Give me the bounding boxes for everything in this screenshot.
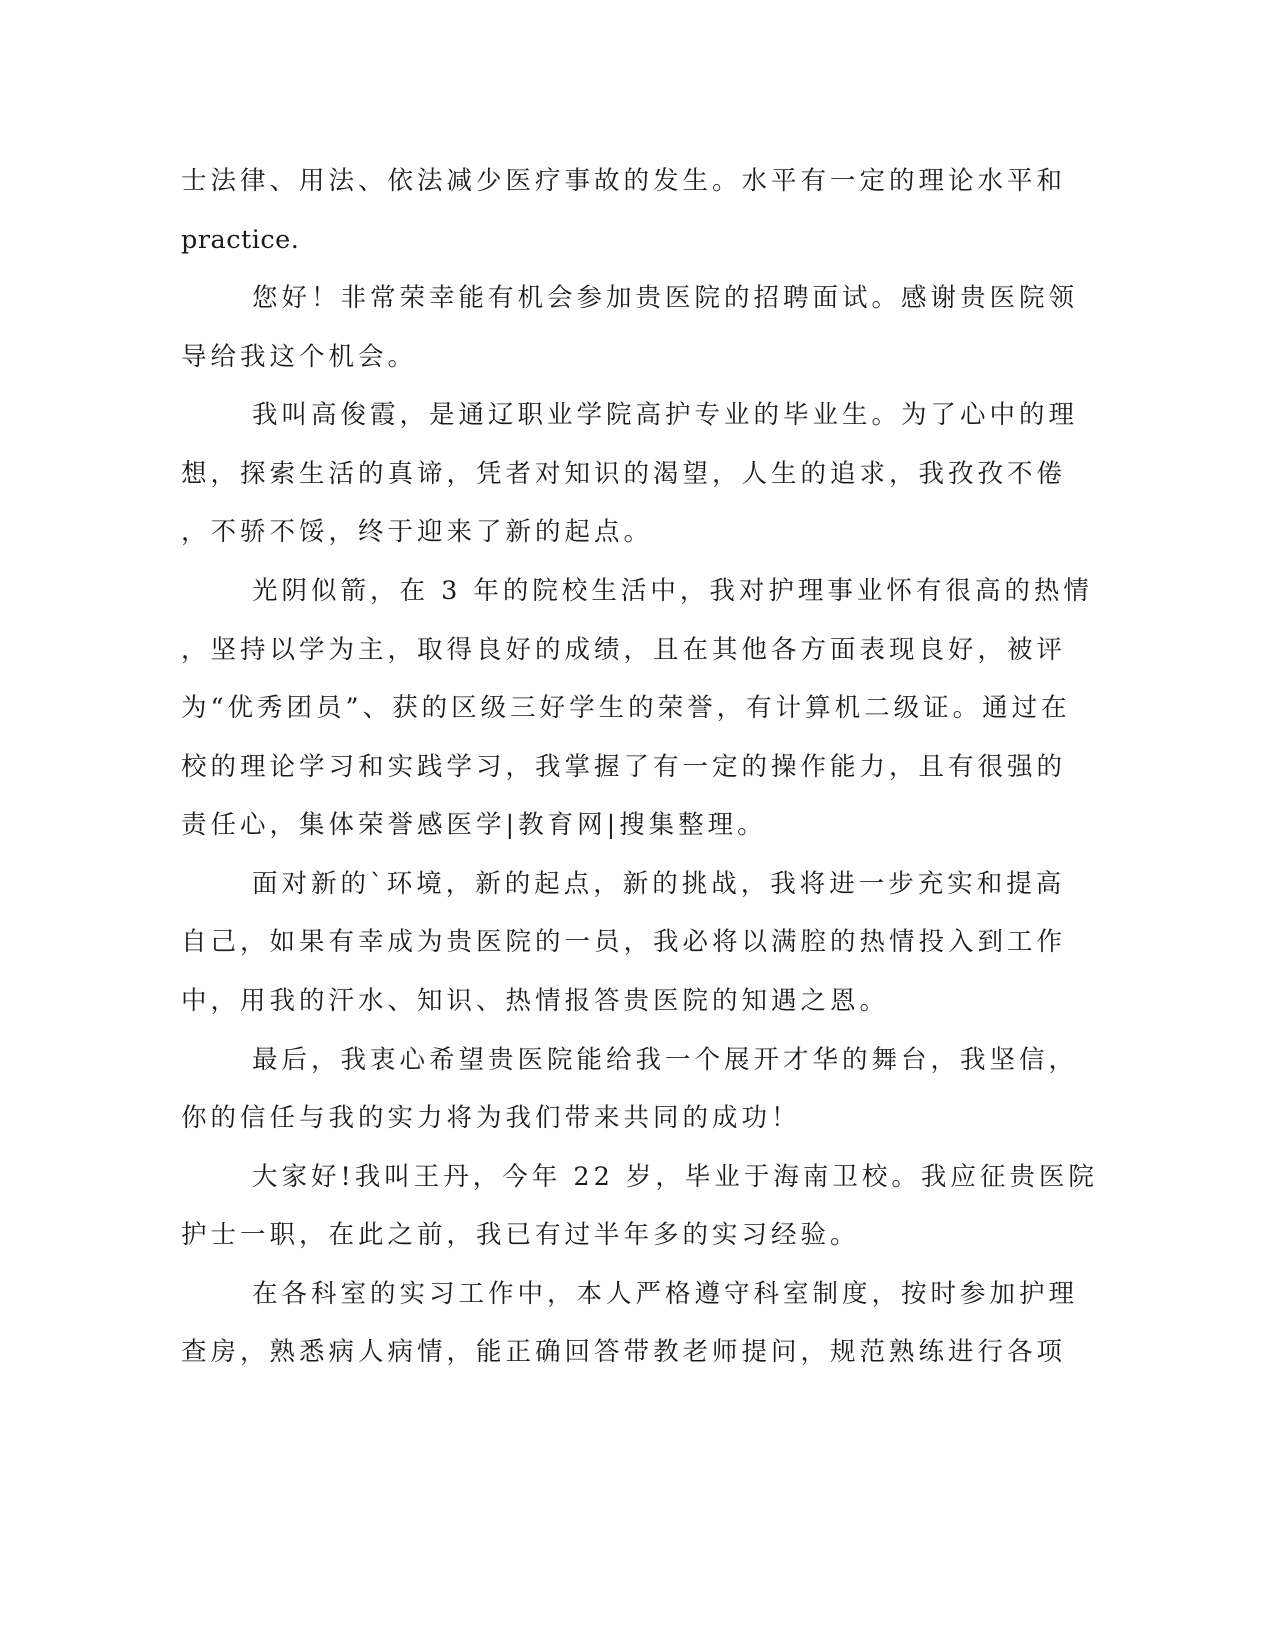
text-line: 你的信任与我的实力将为我们带来共同的成功！ xyxy=(181,1103,801,1133)
paragraph-start-line: 在各科室的实习工作中，本人严格遵守科室制度，按时参加护理 xyxy=(252,1279,1079,1309)
text-line: 自己，如果有幸成为贵医院的一员，我必将以满腔的热情投入到工作 xyxy=(181,927,1067,957)
text-line: 中，用我的汗水、知识、热情报答贵医院的知遇之恩。 xyxy=(181,986,890,1016)
paragraph-start-line: 最后，我衷心希望贵医院能给我一个展开才华的舞台，我坚信， xyxy=(252,1045,1079,1075)
text-line: 责任心，集体荣誉感医学|教育网|搜集整理。 xyxy=(181,810,767,840)
text-line: 士法律、用法、依法减少医疗事故的发生。水平有一定的理论水平和 xyxy=(181,166,1067,196)
text-line: ，不骄不馁，终于迎来了新的起点。 xyxy=(181,517,654,547)
text-line: 查房，熟悉病人病情，能正确回答带教老师提问，规范熟练进行各项 xyxy=(181,1337,1067,1367)
paragraph-start-line: 我叫高俊霞，是通辽职业学院高护专业的毕业生。为了心中的理 xyxy=(252,400,1079,430)
text-line: practice. xyxy=(181,225,300,255)
text-line: 护士一职，在此之前，我已有过半年多的实习经验。 xyxy=(181,1220,860,1250)
paragraph-start-line: 您好！非常荣幸能有机会参加贵医院的招聘面试。感谢贵医院领 xyxy=(252,283,1079,313)
paragraph-start-line: 光阴似箭，在 3 年的院校生活中，我对护理事业怀有很高的热情 xyxy=(252,576,1093,606)
text-line: 想，探索生活的真谛，凭者对知识的渴望，人生的追求，我孜孜不倦 xyxy=(181,459,1067,489)
paragraph-start-line: 面对新的`环境，新的起点，新的挑战，我将进一步充实和提高 xyxy=(252,869,1066,899)
text-line: 为“优秀团员”、获的区级三好学生的荣誉，有计算机二级证。通过在 xyxy=(181,693,1071,723)
text-line: ，坚持以学为主，取得良好的成绩，且在其他各方面表现良好，被评 xyxy=(181,635,1067,665)
text-line: 校的理论学习和实践学习，我掌握了有一定的操作能力，且有很强的 xyxy=(181,752,1067,782)
paragraph-start-line: 大家好!我叫王丹，今年 22 岁，毕业于海南卫校。我应征贵医院 xyxy=(252,1162,1098,1192)
text-line: 导给我这个机会。 xyxy=(181,342,418,372)
